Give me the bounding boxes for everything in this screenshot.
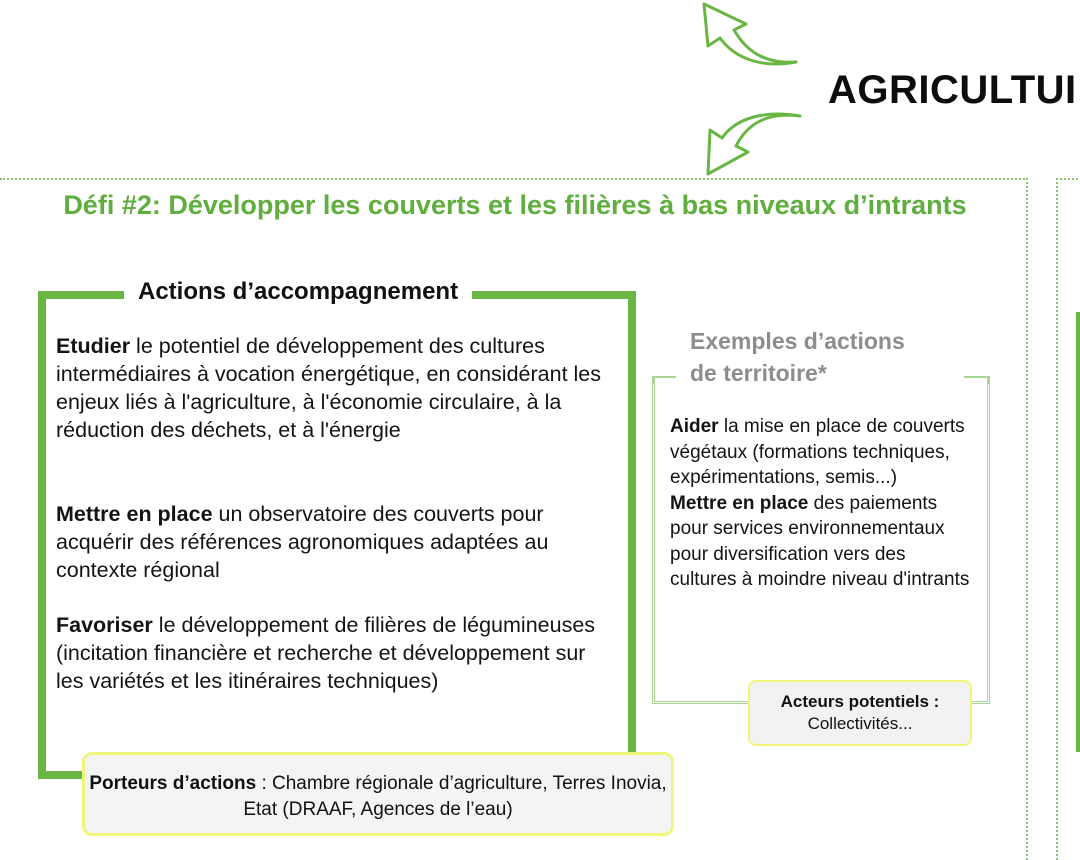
acteurs-box [748, 680, 972, 746]
action-verb: Mettre en place [56, 502, 213, 526]
arrow-up-icon [698, 0, 808, 70]
arrow-down-icon [700, 108, 810, 180]
porteurs-text: : Chambre régionale d’agriculture, Terres Inovia, Etat (DRAAF, Agences de l’eau) [243, 773, 667, 820]
exemple-item [670, 414, 970, 491]
page-title: AGRICULTUI [828, 68, 1077, 112]
acteurs-label: Acteurs potentiels : [780, 692, 940, 711]
exemple-description: la mise en place de couverts végétaux (formations techniques, expérimentations, semis...) [670, 416, 965, 488]
action-description: le développement de filières de légumineuses (incitation financière et recherche et développement sur les variétés et les itinéraires techniques) [56, 613, 596, 693]
action-verb: Etudier [56, 334, 131, 358]
exemple-verb: Mettre en place [670, 492, 809, 514]
action-item [56, 500, 616, 584]
acteurs-text: Collectivités... [807, 714, 913, 733]
actions-title: Actions d’accompagnement [124, 278, 472, 306]
exemples-title-line2: de territoire* [690, 360, 827, 386]
next-panel-bar [1076, 312, 1080, 752]
porteurs-box [82, 752, 674, 836]
defi-title: Défi #2: Développer les couverts et les filières à bas niveaux d’intrants [63, 190, 967, 220]
exemple-item [670, 491, 970, 593]
action-item [56, 332, 616, 444]
exemples-list [670, 414, 970, 593]
action-verb: Favoriser [56, 613, 153, 637]
porteurs-label: Porteurs d’actions [89, 773, 257, 794]
exemple-description: des paiements pour services environnementaux pour diversification vers des cultures à moindre niveau d'intrants [670, 492, 970, 590]
exemples-title-line1: Exemples d’actions [690, 328, 905, 354]
action-item [56, 611, 616, 695]
exemple-verb: Aider [670, 416, 719, 437]
action-description: le potentiel de développement des cultures intermédiaires à vocation énergétique, en considérant les enjeux liés à l'agriculture, à l'économie circulaire, à la réduction des déchets, et à l'énergie [56, 334, 601, 442]
action-description: un observatoire des couverts pour acquérir des références agronomiques adaptées au contexte régional [56, 502, 549, 582]
